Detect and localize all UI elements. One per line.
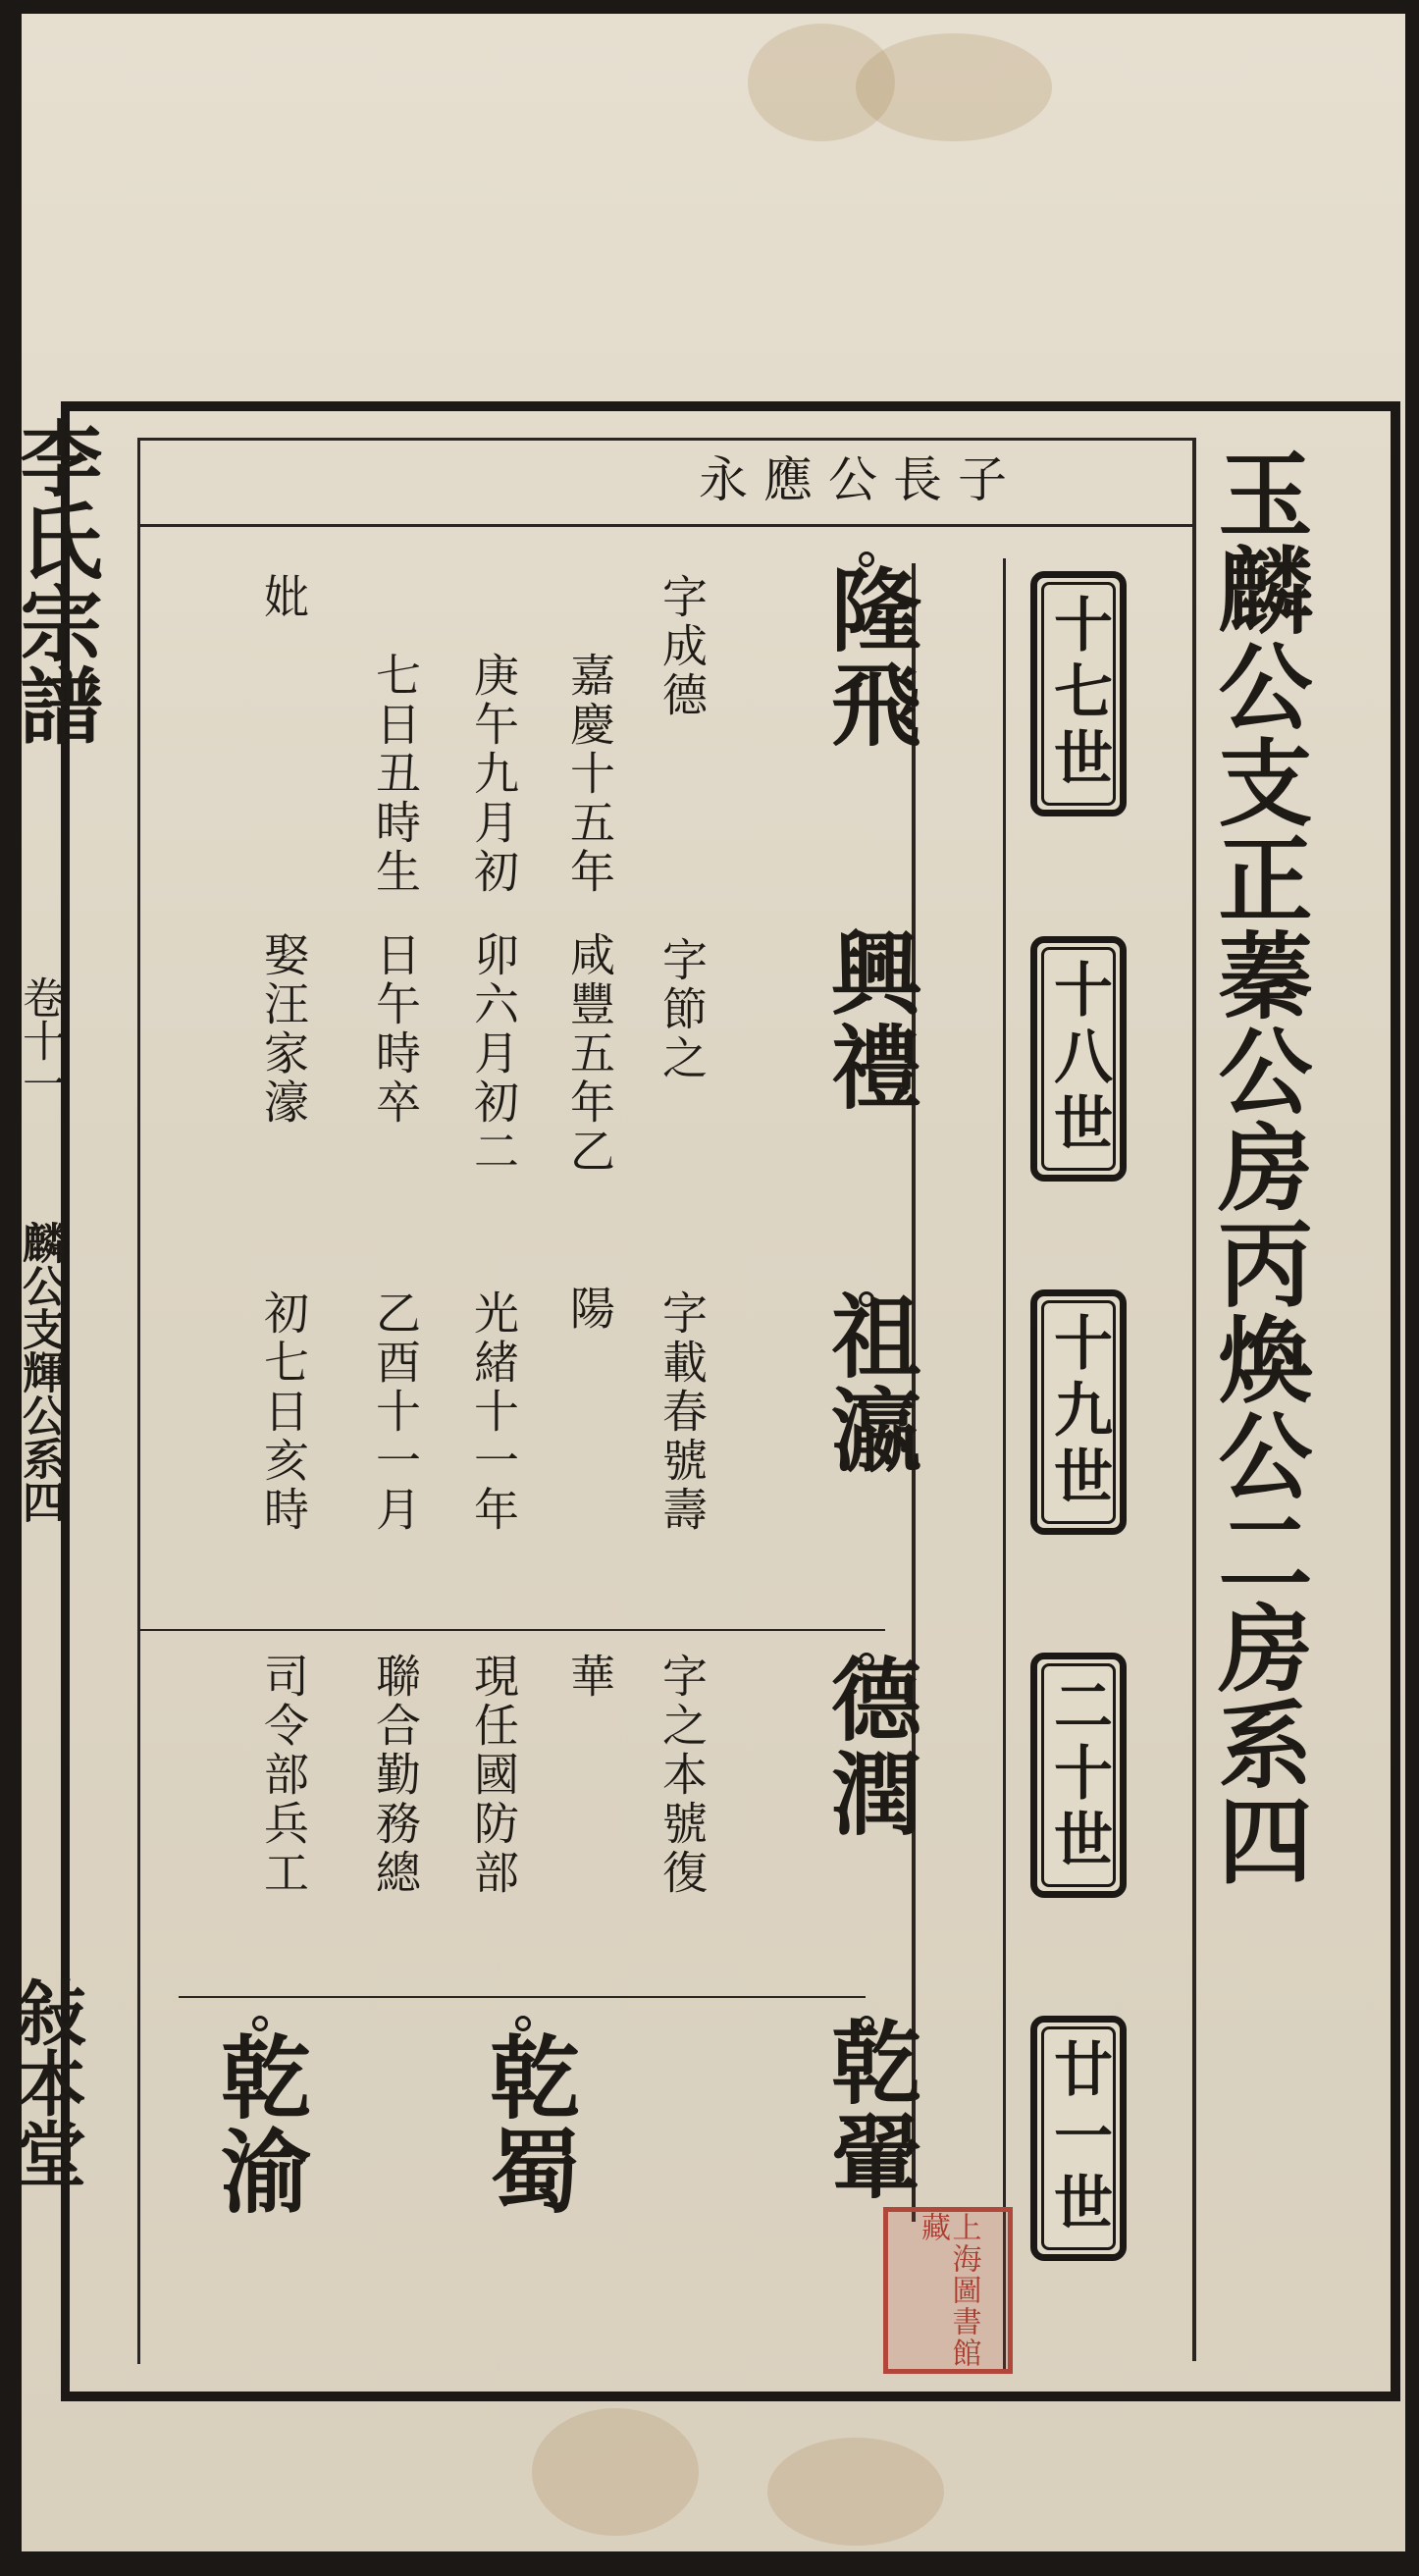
spine-hall: 敍本堂 (4, 1976, 87, 2188)
death-record-3: 日午時卒 (369, 931, 422, 1128)
courtesy-name-17: 字成德 (656, 573, 709, 720)
parent-note: 永應公長子 (699, 451, 1023, 508)
library-seal: 上海圖書館藏 (883, 2207, 1013, 2374)
spine-volume: 卷十一 (15, 975, 65, 1105)
generation-18-label: 十八世 (1030, 936, 1127, 1182)
son-birth-2: 乙酉十一月 (369, 1289, 422, 1535)
courtesy-name-18: 字節之 (656, 936, 709, 1083)
xiang-mark: 陽 (563, 1285, 616, 1334)
lineage-20-name: 德潤 (816, 1653, 922, 1841)
son-birth-3: 初七日亥時 (257, 1289, 310, 1535)
generation-19-label: 十九世 (1030, 1289, 1127, 1535)
generation-21-label: 廿一世 (1030, 2016, 1127, 2261)
job-record-1: 現任國防部 (467, 1653, 520, 1898)
lineage-19-name: 祖瀛 (816, 1289, 922, 1478)
hua-mark: 華 (563, 1653, 616, 1702)
birth-record-3: 七日丑時生 (369, 652, 422, 897)
death-record-2: 卯六月初二 (467, 931, 520, 1177)
spine-book-title: 李氏宗譜 (7, 416, 104, 746)
death-record-1: 咸豐五年乙 (563, 931, 616, 1177)
birth-record-2: 庚午九月初 (467, 652, 520, 897)
lineage-18-name: 興禮 (816, 926, 922, 1115)
page-title: 玉麟公支正蓁公房丙煥公二房系四 (1203, 446, 1314, 1888)
spine-branch: 麟公支輝公系四 (15, 1221, 65, 1523)
child-name-1: 乾蜀 (475, 2030, 581, 2219)
courtesy-name-20: 字之本號復 (656, 1653, 709, 1898)
generation-20-label: 二十世 (1030, 1653, 1127, 1898)
birth-record-1: 嘉慶十五年 (563, 652, 616, 897)
job-record-2: 聯合勤務總 (369, 1653, 422, 1898)
job-record-3: 司令部兵工 (257, 1653, 310, 1898)
son-birth-1: 光緒十一年 (467, 1289, 520, 1535)
lineage-17-name: 隆飛 (816, 563, 922, 752)
courtesy-name-19: 字載春號壽 (656, 1289, 709, 1535)
lineage-21-name: 乾翬 (816, 2016, 922, 2204)
wife-label: 妣 (257, 573, 310, 622)
generation-17-label: 十七世 (1030, 571, 1127, 816)
child-name-2: 乾渝 (206, 2030, 312, 2219)
genealogy-page (4, 14, 1405, 2551)
wife-record: 娶汪家濠 (257, 931, 310, 1128)
